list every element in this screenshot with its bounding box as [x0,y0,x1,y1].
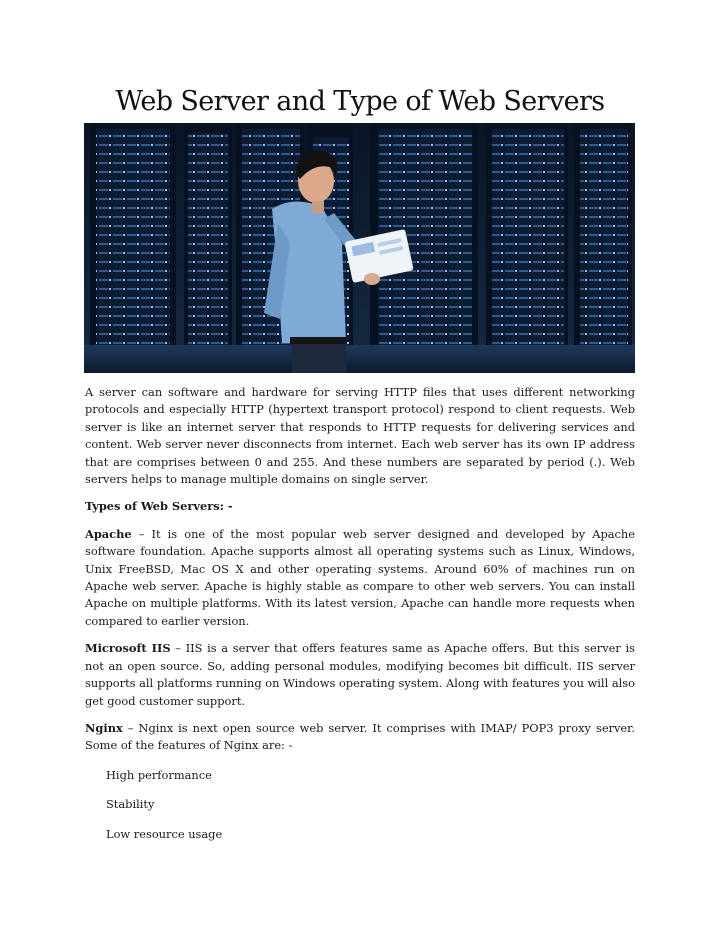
apache-term: Apache [85,526,132,541]
list-item: High performance [106,767,212,782]
list-item: Stability [106,797,155,812]
server-room-photo [84,123,635,373]
article-body [85,384,635,855]
nginx-text: – Nginx is next open source web server. It comprises with IMAP/ POP3 proxy server. Some of the features of Nginx are: - [85,720,635,753]
list-item: Low resource usage [106,826,223,841]
types-heading: Types of Web Servers: - [85,499,233,514]
iis-paragraph [85,640,635,710]
iis-term: Microsoft IIS [85,641,171,656]
apache-paragraph [85,526,635,630]
iis-text: – IIS is a server that offers features same as Apache offers. But this server is not an open source. So, adding personal modules, modifying becomes bit difficult. IIS server supports all platforms running on Windows operating system. Along with features you will also get good customer support. [85,641,635,708]
nginx-paragraph [85,720,635,755]
nginx-features-list [85,767,635,843]
page-title: Web Server and Type of Web Servers [115,86,605,117]
intro-paragraph: A server can software and hardware for serving HTTP files that uses different networking protocols and especially HTTP (hypertext transport protocol) respond to client requests. Web server is like an internet server that responds to HTTP requests for delivering services and content. Web server never disconnects from internet. Each web server has its own IP address that are comprises between 0 and 255. And these numbers are separated by period (.). Web servers helps to manage multiple domains on single server. [85,385,635,487]
nginx-term: Nginx [85,720,123,735]
apache-text: – It is one of the most popular web server designed and developed by Apache software foundation. Apache supports almost all operating systems such as Linux, Windows, Unix FreeBSD, Mac OS X and other operating systems. Around 60% of machines run on Apache web server. Apache is highly stable as compare to other web servers. You can install Apache on multiple platforms. With its latest version, Apache can handle more requests when compared to earlier version. [85,526,635,628]
